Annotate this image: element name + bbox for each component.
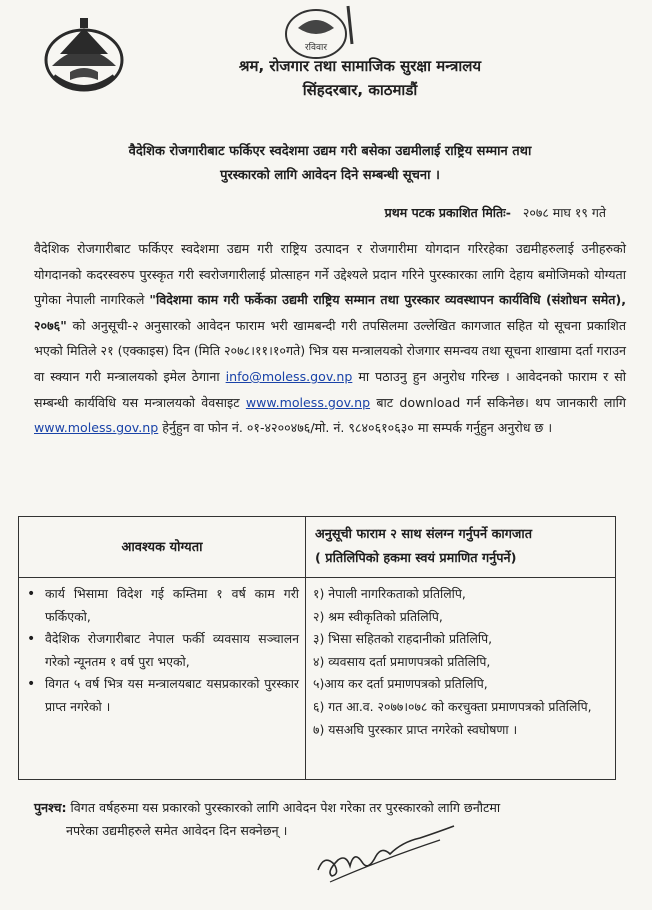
notice-title-line1: वैदेशिक रोजगारीबाट फर्किएर स्वदेशमा उद्यम गरी बसेका उद्यमीलाई राष्ट्रिय सम्मान तथा <box>128 144 532 159</box>
list-item: ७) यसअघि पुरस्कार प्राप्त नगरेको स्वघोषणा । <box>313 721 518 737</box>
signature-icon <box>310 820 460 890</box>
office-stamp-icon <box>276 4 360 62</box>
website-link-2[interactable]: www.moless.gov.np <box>34 420 159 436</box>
published-date <box>385 204 606 221</box>
table-column-divider <box>305 517 306 779</box>
notice-body <box>34 236 626 441</box>
bullet-icon: • <box>27 586 36 602</box>
list-item: १) नेपाली नागरिकताको प्रतिलिपि, <box>313 586 466 601</box>
postscript-line2: नपरेका उद्यमीहरुले समेत आवेदन दिन सक्नेछन् । <box>66 823 288 838</box>
list-item: ४) व्यवसाय दर्ता प्रमाणपत्रको प्रतिलिपि, <box>313 653 491 669</box>
list-item: • विगत ५ वर्ष भित्र यस मन्त्रालयबाट यसप्रकारको पुरस्कार प्राप्त नगरेको । <box>25 673 299 718</box>
published-date-value: २०७८ माघ १९ गते <box>522 205 606 220</box>
qualification-list <box>25 583 299 719</box>
ministry-location: सिंहदरबार, काठमाडौं <box>302 81 418 99</box>
ministry-name: श्रम, रोजगार तथा सामाजिक सुरक्षा मन्त्रालय <box>238 57 482 75</box>
table-header-qualification: आवश्यक योग्यता <box>121 540 203 555</box>
website-link[interactable]: www.moless.gov.np <box>245 394 371 410</box>
list-item: ६) गत आ.व. २०७७।०७८ को करचुक्ता प्रमाणपत्रको प्रतिलिपि, <box>313 698 592 714</box>
body-text-4: बाट download गर्न सकिनेछ। थप जानकारी लागि <box>376 394 626 410</box>
list-item: • कार्य भिसामा विदेश गई कम्तिमा १ वर्ष काम गरी फर्किएको, <box>25 583 299 628</box>
body-text-5: हेर्नुहुन वा फोन नं. ०१-४२००४७६/मो. नं. ९८४०६१०६३० मा सम्पर्क गर्नुहुन अनुरोध छ । <box>162 420 553 436</box>
government-emblem-icon <box>40 14 128 94</box>
svg-text:रविवार: रविवार <box>304 43 328 53</box>
body-text-2: को अनुसूची-२ अनुसारको आवेदन फाराम भरी खामबन्दी गरी तपसिलमा उल्लेखित कागजात सहित यो सूचना प्रकाशित भएको मितिले २१ (एक्काइस) दिन (मिति २०७८।११।१०गते) भित्र यस मन्त्रालयको रोजगार समन्वय तथा सूचना शाखामा दर्ता गराउन वा स्क्यान गरी मन्त्रालयको इमेल ठेगाना <box>34 317 626 384</box>
table-header-documents-line1: अनुसूची फाराम २ साथ संलग्न गर्नुपर्ने कागजात <box>315 527 533 542</box>
list-item: • वैदेशिक रोजगारीबाट नेपाल फर्की व्यवसाय सञ्चालन गरेको न्यूनतम १ वर्ष पुरा भएको, <box>25 628 299 673</box>
list-item: २) श्रम स्वीकृतिको प्रतिलिपि, <box>313 608 443 624</box>
table-header-divider <box>19 577 615 578</box>
bullet-icon: • <box>27 676 36 693</box>
body-text-3: मा पठाउनु हुन अनुरोध गरिन्छ । आवेदनको फाराम र सो सम्बन्धी कार्यविधि यस मन्त्रालयको वेवसाइट <box>34 368 627 410</box>
notice-title-line2: पुरस्कारको लागि आवेदन दिने सम्बन्धी सूचना । <box>220 168 440 183</box>
postscript-label: पुनश्च: <box>34 800 67 815</box>
list-item: ५)आय कर दर्ता प्रमाणपत्रको प्रतिलिपि, <box>313 676 488 692</box>
table-header-documents-line2: ( प्रतिलिपिको हकमा स्वयं प्रमाणित गर्नुपर्ने) <box>315 551 517 566</box>
body-procedure-title: "विदेशमा काम गरी फर्केका उद्यमी राष्ट्रिय सम्मान तथा पुरस्कार व्यवस्थापन कार्यविधि (संशोधन समेत), २०७६" <box>34 292 626 333</box>
requirements-table <box>18 516 616 780</box>
table-header-documents <box>315 523 611 571</box>
email-link[interactable]: info@moless.gov.np <box>225 368 353 384</box>
documents-list <box>313 583 609 741</box>
list-item: ३) भिसा सहितको राहदानीको प्रतिलिपि, <box>313 631 493 647</box>
body-text-1: वैदेशिक रोजगारीबाट फर्किएर स्वदेशमा उद्यम गरी राष्ट्रिय उत्पादन र रोजगारीमा योगदान गरिरहेका उद्यमीहरुलाई उनीहरुको योगदानको कदरस्वरुप पुरस्कृत गरी स्वरोजगारीलाई प्रोत्साहन गर्ने उद्देश्यले प्रदान गरिने पुरस्कारका लागि देहाय बमोजिमको योग्यता पुगेका नेपाली नागरिकले <box>34 241 626 308</box>
published-date-label: प्रथम पटक प्रकाशित मितिः- <box>384 205 511 220</box>
bullet-icon: • <box>27 631 36 648</box>
postscript-line1: विगत वर्षहरुमा यस प्रकारको पुरस्कारको लागि आवेदन पेश गरेका तर पुरस्कारको लागि छनौटमा <box>70 800 501 815</box>
